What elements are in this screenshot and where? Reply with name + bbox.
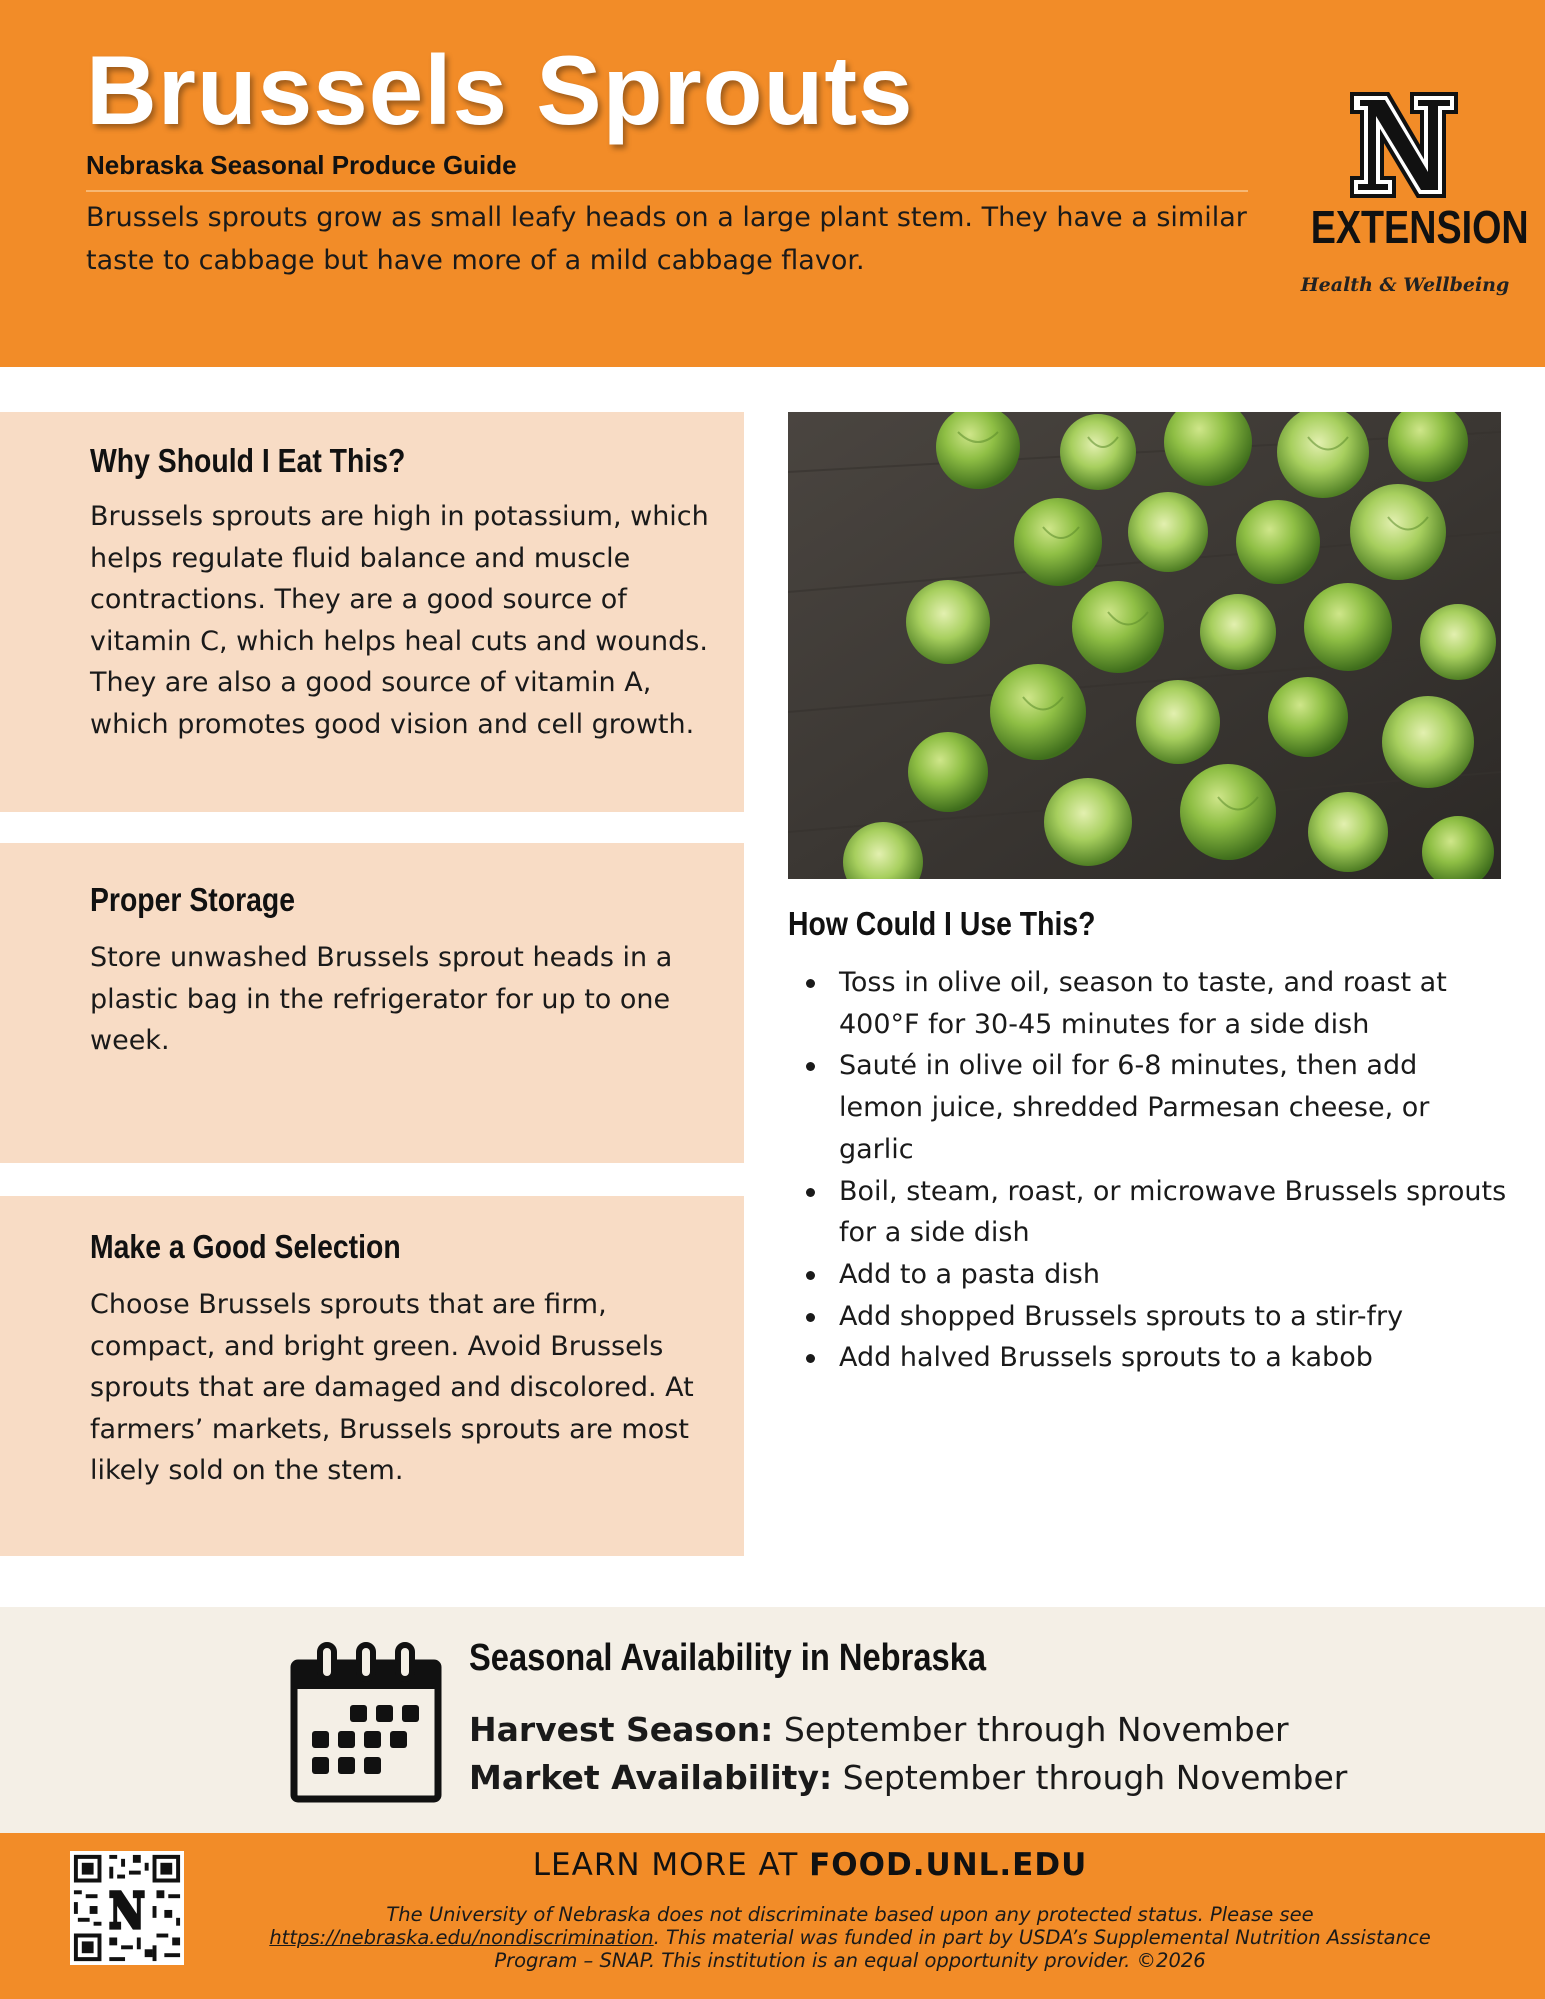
seasonal-heading: Seasonal Availability in Nebraska [469,1637,987,1679]
brussels-sprouts-photo [788,412,1501,879]
list-item [788,1337,1508,1379]
nebraska-n-logo-icon [1348,90,1460,200]
bullet-icon [806,1313,815,1322]
bullet-icon [806,1188,815,1197]
uses-list [788,962,1508,1379]
header-divider [86,190,1248,192]
learn-more-line [0,1847,1545,1883]
storage-heading: Proper Storage [90,881,296,918]
intro-text: Brussels sprouts grow as small leafy heads on a large plant stem. They have a similar taste to cabbage but have more of a mild cabbage flavor. [86,202,1247,276]
learn-more-site[interactable]: FOOD.UNL.EDU [809,1847,1088,1883]
bullet-icon [806,1354,815,1363]
guide-subtitle: Nebraska Seasonal Produce Guide [86,150,517,180]
page-title: Brussels Sprouts [86,35,914,145]
market-availability-value: September through November [832,1758,1348,1797]
harvest-season-row [469,1710,1289,1749]
disclaimer-text-before: The University of Nebraska does not discriminate based upon any protected status. Please see [386,1903,1314,1926]
storage-panel [0,843,744,1163]
selection-body: Choose Brussels sprouts that are firm, compact, and bright green. Avoid Brussels sprouts that are damaged and discolored. At farmers’ markets, Brussels sprouts are most likely sold on the stem. [90,1289,694,1486]
harvest-season-label: Harvest Season: [469,1710,774,1749]
extension-tagline: Health & Wellbeing [1300,274,1510,296]
list-item [788,1171,1508,1254]
bullet-icon [806,979,815,988]
list-item [788,1045,1508,1170]
list-item [788,1296,1508,1338]
why-eat-body: Brussels sprouts are high in potassium, which helps regulate fluid balance and muscle contractions. They are a good source of vitamin C, which helps heal cuts and wounds. They are also a good source of vitamin A, which promotes good vision and cell growth. [90,501,709,740]
list-item-text: Add shopped Brussels sprouts to a stir-fry [839,1300,1404,1332]
nondiscrimination-disclaimer [230,1903,1470,1972]
market-availability-label: Market Availability: [469,1758,833,1797]
list-item [788,962,1508,1045]
list-item [788,1254,1508,1296]
market-availability-row [469,1758,1347,1797]
why-eat-heading: Why Should I Eat This? [90,442,406,479]
extension-logo [1290,90,1529,310]
selection-panel [0,1196,744,1556]
header-banner [0,0,1545,367]
list-item-text: Add halved Brussels sprouts to a kabob [839,1342,1373,1374]
extension-wordmark: EXTENSION [1310,201,1529,253]
bullet-icon [806,1271,815,1280]
learn-more-prefix: LEARN MORE AT [532,1847,810,1883]
why-eat-panel [0,412,744,812]
storage-body: Store unwashed Brussels sprout heads in a plastic bag in the refrigerator for up to one week. [90,942,673,1056]
bullet-icon [806,1062,815,1071]
list-item-text: Toss in olive oil, season to taste, and roast at 400°F for 30-45 minutes for a side dish [839,967,1447,1040]
list-item-text: Add to a pasta dish [839,1258,1100,1290]
list-item-text: Sauté in olive oil for 6-8 minutes, then add lemon juice, shredded Parmesan cheese, or garlic [839,1050,1430,1165]
harvest-season-value: September through November [773,1710,1289,1749]
list-item-text: Boil, steam, roast, or microwave Brussels sprouts for a side dish [839,1175,1507,1249]
nondiscrimination-link[interactable]: https://nebraska.edu/nondiscrimination [269,1926,654,1949]
selection-heading: Make a Good Selection [90,1228,401,1265]
footer-banner [0,1833,1545,1999]
disclaimer-text-after: . This material was funded in part by USDA’s Supplemental Nutrition Assistance Program – SNAP. This institution is an equal opportunity provider. ©2026 [494,1926,1431,1972]
uses-heading: How Could I Use This? [788,905,1096,942]
seasonal-availability-band [0,1607,1545,1833]
calendar-icon [290,1641,442,1803]
